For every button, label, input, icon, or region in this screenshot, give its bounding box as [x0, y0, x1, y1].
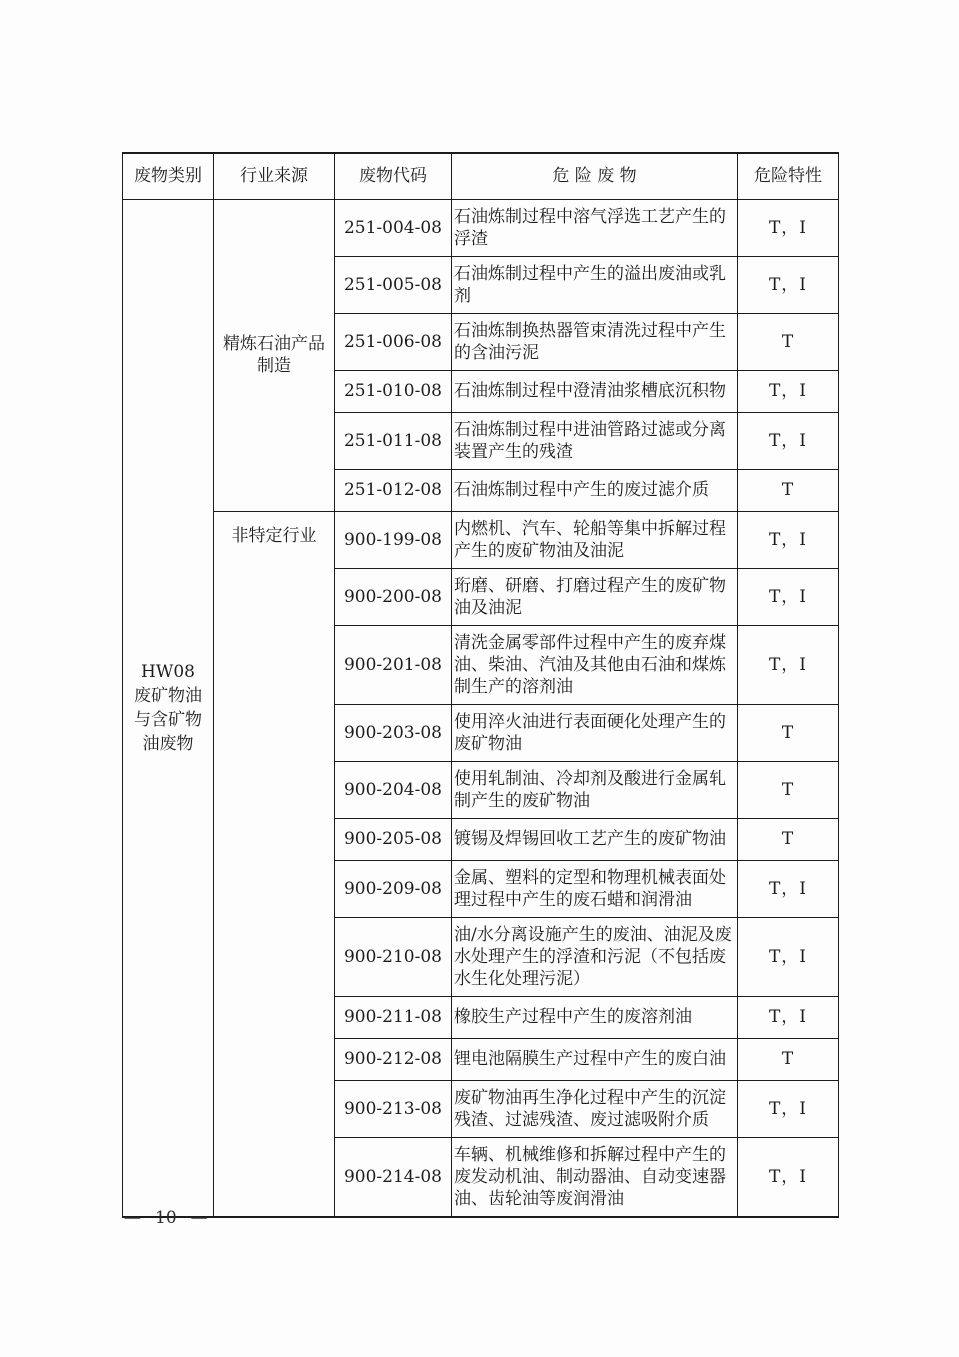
- waste-description-cell: 石油炼制换热器管束清洗过程中产生的含油污泥: [452, 313, 738, 370]
- industry-cell: 精炼石油产品制造: [214, 199, 335, 511]
- category-code: HW08: [141, 661, 195, 682]
- waste-code-cell: 900-203-08: [335, 704, 452, 761]
- hazard-cell: T: [738, 313, 839, 370]
- hazard-cell: T: [738, 818, 839, 860]
- waste-code-cell: 900-212-08: [335, 1038, 452, 1080]
- hazard-cell: T: [738, 704, 839, 761]
- table-row: [123, 511, 839, 568]
- waste-code-cell: 251-012-08: [335, 469, 452, 511]
- table-row: [123, 199, 839, 256]
- hazard-cell: T，I: [738, 860, 839, 917]
- waste-description-cell: 橡胶生产过程中产生的废溶剂油: [452, 996, 738, 1038]
- header-waste-category: 废物类别: [123, 153, 214, 199]
- waste-description-cell: 珩磨、研磨、打磨过程产生的废矿物油及油泥: [452, 568, 738, 625]
- waste-code-cell: 900-201-08: [335, 625, 452, 704]
- hazard-cell: T，I: [738, 568, 839, 625]
- footer-dash-left: —: [124, 1208, 141, 1228]
- waste-code-cell: 900-199-08: [335, 511, 452, 568]
- hazard-cell: T，I: [738, 1080, 839, 1137]
- waste-description-cell: 金属、塑料的定型和物理机械表面处理过程中产生的废石蜡和润滑油: [452, 860, 738, 917]
- header-industry-source: 行业来源: [214, 153, 335, 199]
- hazard-cell: T: [738, 761, 839, 818]
- footer-dash-right: —: [190, 1208, 208, 1228]
- hazard-cell: T，I: [738, 917, 839, 996]
- waste-code-cell: 251-011-08: [335, 412, 452, 469]
- header-hazard-characteristic: 危险特性: [738, 153, 839, 199]
- waste-description-cell: 清洗金属零部件过程中产生的废弃煤油、柴油、汽油及其他由石油和煤炼制生产的溶剂油: [452, 625, 738, 704]
- hazard-cell: T，I: [738, 256, 839, 313]
- waste-code-cell: 900-213-08: [335, 1080, 452, 1137]
- hazard-cell: T，I: [738, 625, 839, 704]
- waste-description-cell: 锂电池隔膜生产过程中产生的废白油: [452, 1038, 738, 1080]
- waste-description-cell: 油/水分离设施产生的废油、油泥及废水处理产生的浮渣和污泥（不包括废水生化处理污泥）: [452, 917, 738, 996]
- header-row: [123, 153, 839, 199]
- waste-description-cell: 镀锡及焊锡回收工艺产生的废矿物油: [452, 818, 738, 860]
- waste-description-cell: 石油炼制过程中产生的废过滤介质: [452, 469, 738, 511]
- waste-code-cell: 900-204-08: [335, 761, 452, 818]
- waste-description-cell: 石油炼制过程中产生的溢出废油或乳剂: [452, 256, 738, 313]
- waste-code-cell: 251-010-08: [335, 370, 452, 412]
- waste-description-cell: 石油炼制过程中澄清油浆槽底沉积物: [452, 370, 738, 412]
- waste-code-cell: 251-006-08: [335, 313, 452, 370]
- waste-table-body: [123, 199, 839, 1217]
- category-cell: [123, 199, 214, 1217]
- waste-code-cell: 900-214-08: [335, 1137, 452, 1217]
- hazard-cell: T，I: [738, 996, 839, 1038]
- hazard-cell: T，I: [738, 199, 839, 256]
- waste-code-cell: 900-210-08: [335, 917, 452, 996]
- category-name-line: 废矿物油: [134, 685, 202, 706]
- waste-code-cell: 900-200-08: [335, 568, 452, 625]
- category-name-line: 油废物: [142, 733, 194, 754]
- table-header: [123, 153, 839, 199]
- waste-code-cell: 900-209-08: [335, 860, 452, 917]
- waste-description-cell: 使用淬火油进行表面硬化处理产生的废矿物油: [452, 704, 738, 761]
- waste-code-cell: 251-004-08: [335, 199, 452, 256]
- waste-description-cell: 废矿物油再生净化过程中产生的沉淀残渣、过滤残渣、废过滤吸附介质: [452, 1080, 738, 1137]
- waste-code-cell: 900-205-08: [335, 818, 452, 860]
- hazard-cell: T，I: [738, 370, 839, 412]
- hazardous-waste-table: [122, 152, 839, 1218]
- hazard-cell: T: [738, 1038, 839, 1080]
- header-waste-code: 废物代码: [335, 153, 452, 199]
- waste-description-cell: 车辆、机械维修和拆解过程中产生的废发动机油、制动器油、自动变速器油、齿轮油等废润滑油: [452, 1137, 738, 1217]
- waste-code-cell: 900-211-08: [335, 996, 452, 1038]
- industry-cell: 非特定行业: [214, 511, 335, 1217]
- hazardous-waste-table-container: [122, 152, 838, 1218]
- waste-description-cell: 石油炼制过程中溶气浮选工艺产生的浮渣: [452, 199, 738, 256]
- hazard-cell: T，I: [738, 412, 839, 469]
- hazard-cell: T，I: [738, 511, 839, 568]
- hazard-cell: T，I: [738, 1137, 839, 1217]
- waste-code-cell: 251-005-08: [335, 256, 452, 313]
- waste-description-cell: 使用轧制油、冷却剂及酸进行金属轧制产生的废矿物油: [452, 761, 738, 818]
- waste-description-cell: 内燃机、汽车、轮船等集中拆解过程产生的废矿物油及油泥: [452, 511, 738, 568]
- header-hazardous-waste: 危 险 废 物: [452, 153, 738, 199]
- page-footer: [124, 1206, 208, 1230]
- category-name-line: 与含矿物: [134, 709, 202, 730]
- hazard-cell: T: [738, 469, 839, 511]
- waste-description-cell: 石油炼制过程中进油管路过滤或分离装置产生的残渣: [452, 412, 738, 469]
- page-number: 10: [155, 1208, 177, 1228]
